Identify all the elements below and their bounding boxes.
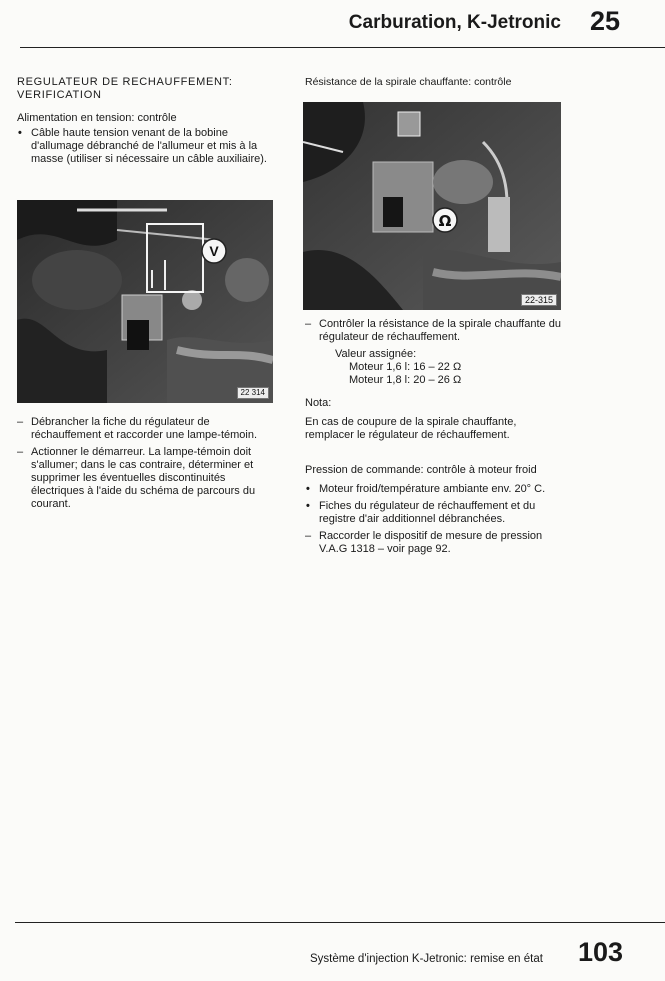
photo-voltage-check — [17, 200, 273, 403]
photo-reference-label: 22 314 — [237, 387, 269, 399]
ohmmeter-symbol-label: Ω — [438, 212, 452, 230]
footer-divider — [15, 922, 665, 923]
pressure-procedure — [305, 530, 567, 556]
nota-text: En cas de coupure de la spirale chauffante, remplacer le régulateur de réchauffement. — [305, 416, 517, 441]
chapter-number: 25 — [590, 6, 621, 36]
right-column-body — [305, 318, 567, 560]
condition-item: • Moteur froid/température ambiante env. 20° C. — [305, 483, 567, 496]
engine-photo-image — [17, 200, 273, 403]
engine-photo-image — [303, 102, 561, 310]
left-column — [17, 76, 272, 170]
photo-reference-label: 22-315 — [521, 294, 557, 306]
section-heading: REGULATEUR DE RECHAUFFEMENT: VERIFICATION — [17, 76, 233, 101]
resistance-procedure — [305, 318, 567, 344]
footer-title: Système d'injection K-Jetronic: remise en état — [310, 953, 543, 965]
pressure-conditions — [305, 483, 567, 526]
resistance-heading: Résistance de la spirale chauffante: contrôle — [305, 76, 512, 88]
condition-item: • Câble haute tension venant de la bobine d'allumage débranché de l'allumeur et mis à la masse (utiliser si nécessaire un câble auxiliaire). — [17, 127, 272, 166]
photo-resistance-check — [303, 102, 561, 310]
nota-title: Nota: — [305, 397, 332, 409]
procedure-step: – Débrancher la fiche du régulateur de réchauffement et raccorder une lampe-témoin. — [17, 416, 262, 442]
procedure-step: – Actionner le démarreur. La lampe-témoin doit s'allumer; dans le cas contraire, déterminer et supprimer les éventuelles discontinuités électriques à l'aide du schéma de parcours du courant. — [17, 446, 262, 511]
chapter-title: Carburation, K-Jetronic — [348, 12, 561, 33]
page-number: 103 — [578, 937, 624, 967]
procedure-step: – Contrôler la résistance de la spirale chauffante du régulateur de réchauffement. — [305, 318, 567, 344]
pressure-heading: Pression de commande: contrôle à moteur froid — [305, 464, 537, 476]
specified-values — [335, 348, 567, 387]
left-steps — [17, 416, 262, 515]
procedure-step: – Raccorder le dispositif de mesure de pression V.A.G 1318 – voir page 92. — [305, 530, 567, 556]
value-row: Moteur 1,8 l: 20 – 26 Ω — [349, 374, 462, 386]
procedure-list — [17, 416, 262, 511]
condition-list — [17, 127, 272, 166]
condition-item: • Fiches du régulateur de réchauffement et du registre d'air additionnel débranchées. — [305, 500, 567, 526]
value-row: Moteur 1,6 l: 16 – 22 Ω — [349, 361, 462, 373]
header-divider — [20, 47, 665, 48]
voltmeter-symbol-label: V — [209, 243, 219, 259]
subsection-heading: Alimentation en tension: contrôle — [17, 112, 177, 124]
values-title: Valeur assignée: — [335, 348, 417, 360]
right-column-top — [305, 76, 570, 89]
